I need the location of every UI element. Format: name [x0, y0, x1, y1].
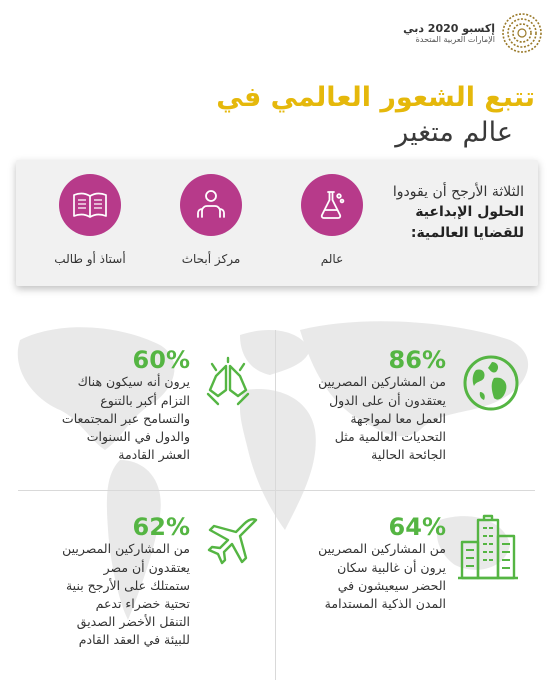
category-academic: [44, 174, 136, 266]
category-scientist: [286, 174, 378, 266]
stat-description: من المشاركين المصريين يرون أن غالبية سكان الحضر سيعيشون في المدن الذكية المستدامة: [318, 541, 446, 611]
globe-icon: [462, 354, 520, 412]
buildings-icon: [458, 514, 518, 582]
stat-percent: 86%: [388, 346, 446, 374]
logo-title: إكسبو 2020 دبي: [403, 21, 495, 35]
category-label: عالم: [320, 252, 344, 266]
panel-text: [374, 182, 524, 243]
category-label: أستاذ أو طالب: [54, 252, 126, 266]
innovators-panel: [16, 160, 538, 286]
flask-icon: [301, 174, 363, 236]
category-label: مركز أبحاث: [181, 252, 241, 266]
category-think-tank: [165, 174, 257, 266]
stat-smart-cities: [286, 514, 446, 613]
stat-percent: 64%: [388, 513, 446, 541]
airplane-icon: [204, 514, 262, 572]
horizontal-divider: [18, 490, 535, 491]
panel-intro: الثلاثة الأرجح أن يقودوا: [392, 184, 524, 200]
praying-hands-icon: [204, 356, 252, 408]
panel-bold-line1: الحلول الإبداعية: [415, 204, 524, 221]
book-icon: [59, 174, 121, 236]
stat-description: يرون أنه سيكون هناك التزام أكبر بالتنوع والتسامح عبر المجتمعات والدول في السنوات العشر القادمة: [61, 374, 190, 462]
stat-global-cooperation: [286, 347, 446, 464]
stat-percent: 62%: [132, 513, 190, 541]
page-subtitle: عالم متغير: [395, 117, 513, 148]
stat-green-infrastructure: [15, 514, 190, 649]
people-icon: [180, 174, 242, 236]
stat-percent: 60%: [132, 346, 190, 374]
page-title: تتبع الشعور العالمي في: [216, 82, 535, 113]
expo-emblem-icon: [501, 12, 543, 54]
stat-tolerance: [20, 347, 190, 464]
expo-logo: [403, 8, 543, 58]
stat-description: من المشاركين المصريين يعتقدون أن مصر ستمتلك على الأرجح بنية تحتية خضراء تدعم التنقل الأخضر الصديق للبيئة في العقد القادم: [62, 541, 190, 648]
vertical-divider: [275, 330, 276, 680]
panel-bold-line2: للقضايا العالمية:: [410, 224, 524, 241]
logo-subtitle: الإمارات العربية المتحدة: [415, 34, 495, 44]
stat-description: من المشاركين المصريين يعتقدون أن على الدول العمل معا لمواجهة التحديات العالمية مثل الجائحة الحالية: [318, 374, 446, 462]
